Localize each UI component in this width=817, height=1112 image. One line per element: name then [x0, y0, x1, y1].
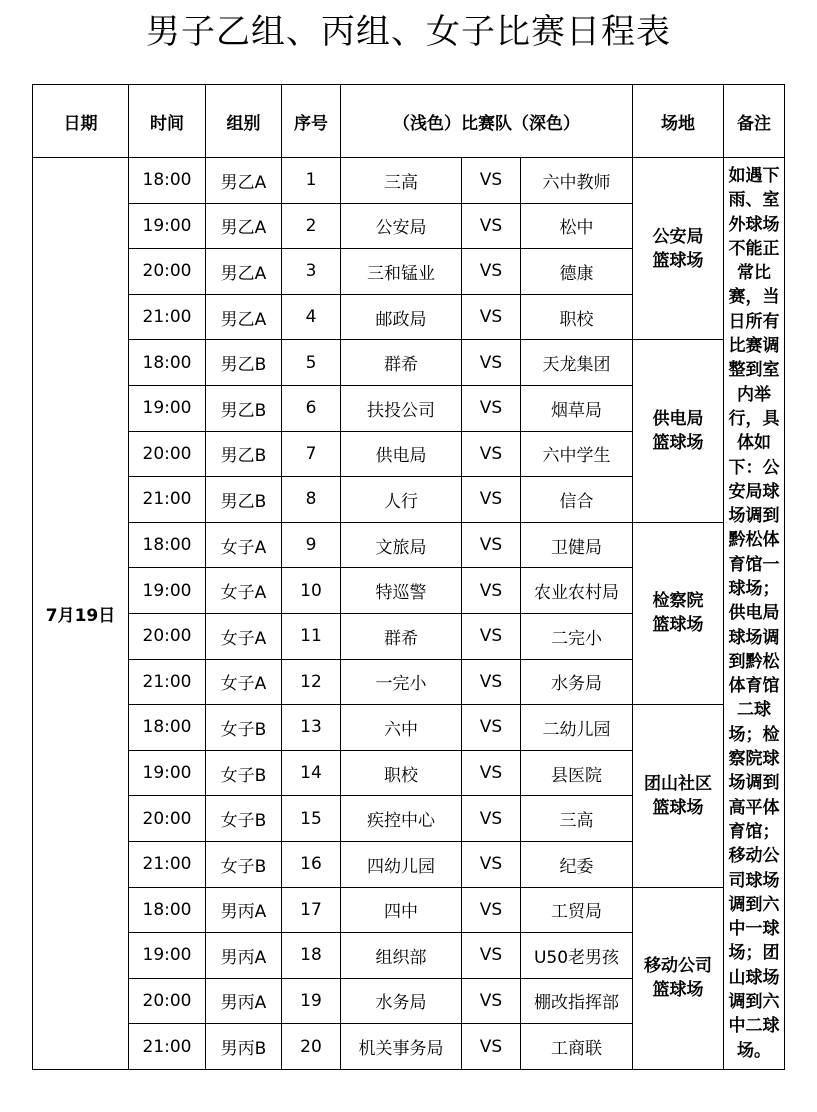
schedule-body [33, 158, 785, 1070]
match-number: 6 [282, 385, 341, 431]
team-dark: 六中教师 [521, 158, 633, 204]
match-group: 女子A [206, 659, 282, 705]
vs-label: VS [462, 568, 521, 614]
team-light: 三和锰业 [341, 249, 462, 295]
team-dark: 天龙集团 [521, 340, 633, 386]
header-group: 组别 [206, 85, 282, 158]
vs-label: VS [462, 659, 521, 705]
venue-cell [633, 705, 724, 887]
team-dark: 县医院 [521, 750, 633, 796]
match-group: 女子A [206, 613, 282, 659]
vs-label: VS [462, 522, 521, 568]
match-time: 21:00 [129, 841, 206, 887]
match-group: 男乙B [206, 477, 282, 523]
match-number: 1 [282, 158, 341, 204]
match-group: 男乙A [206, 249, 282, 295]
team-dark: 三高 [521, 796, 633, 842]
match-number: 15 [282, 796, 341, 842]
header-number: 序号 [282, 85, 341, 158]
vs-label: VS [462, 249, 521, 295]
vs-label: VS [462, 841, 521, 887]
match-number: 5 [282, 340, 341, 386]
match-time: 21:00 [129, 659, 206, 705]
venue-cell [633, 522, 724, 704]
match-number: 12 [282, 659, 341, 705]
team-light: 特巡警 [341, 568, 462, 614]
vs-label: VS [462, 203, 521, 249]
team-light: 四中 [341, 887, 462, 933]
venue-name: 团山社区 [644, 773, 712, 794]
team-dark: 松中 [521, 203, 633, 249]
match-number: 16 [282, 841, 341, 887]
match-group: 男乙B [206, 431, 282, 477]
match-group: 男乙A [206, 203, 282, 249]
match-time: 18:00 [129, 158, 206, 204]
header-note: 备注 [724, 85, 785, 158]
page-title: 男子乙组、丙组、女子比赛日程表 [146, 12, 671, 52]
match-number: 11 [282, 613, 341, 659]
vs-label: VS [462, 431, 521, 477]
match-time: 18:00 [129, 522, 206, 568]
match-time: 18:00 [129, 705, 206, 751]
venue-type: 篮球场 [652, 797, 704, 818]
match-group: 男丙A [206, 887, 282, 933]
match-number: 13 [282, 705, 341, 751]
header-venue: 场地 [633, 85, 724, 158]
match-group: 女子A [206, 522, 282, 568]
team-light: 公安局 [341, 203, 462, 249]
venue-cell [633, 340, 724, 522]
team-light: 群希 [341, 613, 462, 659]
team-dark: 职校 [521, 294, 633, 340]
team-dark: 纪委 [521, 841, 633, 887]
match-row [33, 705, 785, 751]
match-group: 男丙A [206, 933, 282, 979]
match-time: 20:00 [129, 249, 206, 295]
team-dark: 卫健局 [521, 522, 633, 568]
team-light: 机关事务局 [341, 1024, 462, 1070]
match-number: 3 [282, 249, 341, 295]
match-number: 8 [282, 477, 341, 523]
match-number: 7 [282, 431, 341, 477]
team-dark: 信合 [521, 477, 633, 523]
match-group: 女子A [206, 568, 282, 614]
match-group: 男乙A [206, 294, 282, 340]
team-dark: 棚改指挥部 [521, 978, 633, 1024]
match-number: 19 [282, 978, 341, 1024]
vs-label: VS [462, 933, 521, 979]
team-light: 六中 [341, 705, 462, 751]
team-light: 组织部 [341, 933, 462, 979]
venue-type: 篮球场 [652, 980, 704, 1001]
vs-label: VS [462, 477, 521, 523]
header-time: 时间 [129, 85, 206, 158]
vs-label: VS [462, 340, 521, 386]
match-time: 20:00 [129, 431, 206, 477]
match-group: 男丙B [206, 1024, 282, 1070]
vs-label: VS [462, 158, 521, 204]
match-time: 19:00 [129, 750, 206, 796]
match-time: 19:00 [129, 568, 206, 614]
match-group: 男乙B [206, 340, 282, 386]
team-light: 人行 [341, 477, 462, 523]
note-cell [724, 158, 785, 1070]
venue-type: 篮球场 [652, 250, 704, 271]
match-row [33, 887, 785, 933]
header-date: 日期 [33, 85, 129, 158]
match-row [33, 522, 785, 568]
match-number: 14 [282, 750, 341, 796]
header-row [33, 85, 785, 158]
vs-label: VS [462, 750, 521, 796]
venue-cell [633, 158, 724, 340]
venue-type: 篮球场 [652, 433, 704, 454]
rain-note-text: 如遇下雨、室外球场不能正常比赛，当日所有比赛调整到室内举行，具体如下：公安局球场调到黔松体育馆一球场；供电局球场调到黔松体育馆二球场；检察院球场调到高平体育馆；移动公司球场调到六中一球场；团山球场调到六中二球场。 [728, 165, 780, 1061]
match-time: 21:00 [129, 477, 206, 523]
team-light: 文旅局 [341, 522, 462, 568]
vs-label: VS [462, 887, 521, 933]
venue-name: 公安局 [652, 226, 704, 247]
match-group: 女子B [206, 750, 282, 796]
match-time: 20:00 [129, 613, 206, 659]
team-light: 疾控中心 [341, 796, 462, 842]
match-group: 女子B [206, 705, 282, 751]
vs-label: VS [462, 294, 521, 340]
match-number: 2 [282, 203, 341, 249]
venue-name: 检察院 [652, 591, 704, 612]
match-time: 19:00 [129, 385, 206, 431]
team-dark: 工商联 [521, 1024, 633, 1070]
team-light: 职校 [341, 750, 462, 796]
venue-cell [633, 887, 724, 1069]
team-dark: 二幼儿园 [521, 705, 633, 751]
vs-label: VS [462, 1024, 521, 1070]
match-time: 21:00 [129, 294, 206, 340]
team-light: 扶投公司 [341, 385, 462, 431]
team-dark: 二完小 [521, 613, 633, 659]
match-time: 20:00 [129, 796, 206, 842]
match-group: 女子B [206, 841, 282, 887]
match-row [33, 158, 785, 204]
team-dark: 农业农村局 [521, 568, 633, 614]
match-number: 9 [282, 522, 341, 568]
match-time: 21:00 [129, 1024, 206, 1070]
team-dark: 六中学生 [521, 431, 633, 477]
match-group: 女子B [206, 796, 282, 842]
match-group: 男乙A [206, 158, 282, 204]
team-light: 三高 [341, 158, 462, 204]
match-row [33, 340, 785, 386]
venue-type: 篮球场 [652, 615, 704, 636]
match-time: 20:00 [129, 978, 206, 1024]
team-light: 供电局 [341, 431, 462, 477]
match-group: 男乙B [206, 385, 282, 431]
date-cell: 7月19日 [33, 158, 129, 1070]
header-teams: （浅色）比赛队（深色） [341, 85, 633, 158]
team-light: 邮政局 [341, 294, 462, 340]
vs-label: VS [462, 978, 521, 1024]
team-light: 一完小 [341, 659, 462, 705]
venue-name: 移动公司 [644, 956, 712, 977]
team-dark: 德康 [521, 249, 633, 295]
vs-label: VS [462, 613, 521, 659]
venue-name: 供电局 [652, 409, 704, 430]
team-dark: 工贸局 [521, 887, 633, 933]
team-light: 水务局 [341, 978, 462, 1024]
team-dark: 烟草局 [521, 385, 633, 431]
team-dark: 水务局 [521, 659, 633, 705]
match-group: 男丙A [206, 978, 282, 1024]
match-time: 19:00 [129, 203, 206, 249]
match-time: 19:00 [129, 933, 206, 979]
match-number: 10 [282, 568, 341, 614]
vs-label: VS [462, 796, 521, 842]
team-light: 群希 [341, 340, 462, 386]
match-time: 18:00 [129, 340, 206, 386]
match-number: 4 [282, 294, 341, 340]
team-dark: U50老男孩 [521, 933, 633, 979]
vs-label: VS [462, 385, 521, 431]
match-number: 17 [282, 887, 341, 933]
match-number: 18 [282, 933, 341, 979]
vs-label: VS [462, 705, 521, 751]
match-number: 20 [282, 1024, 341, 1070]
match-time: 18:00 [129, 887, 206, 933]
team-light: 四幼儿园 [341, 841, 462, 887]
schedule-table [32, 84, 785, 1070]
